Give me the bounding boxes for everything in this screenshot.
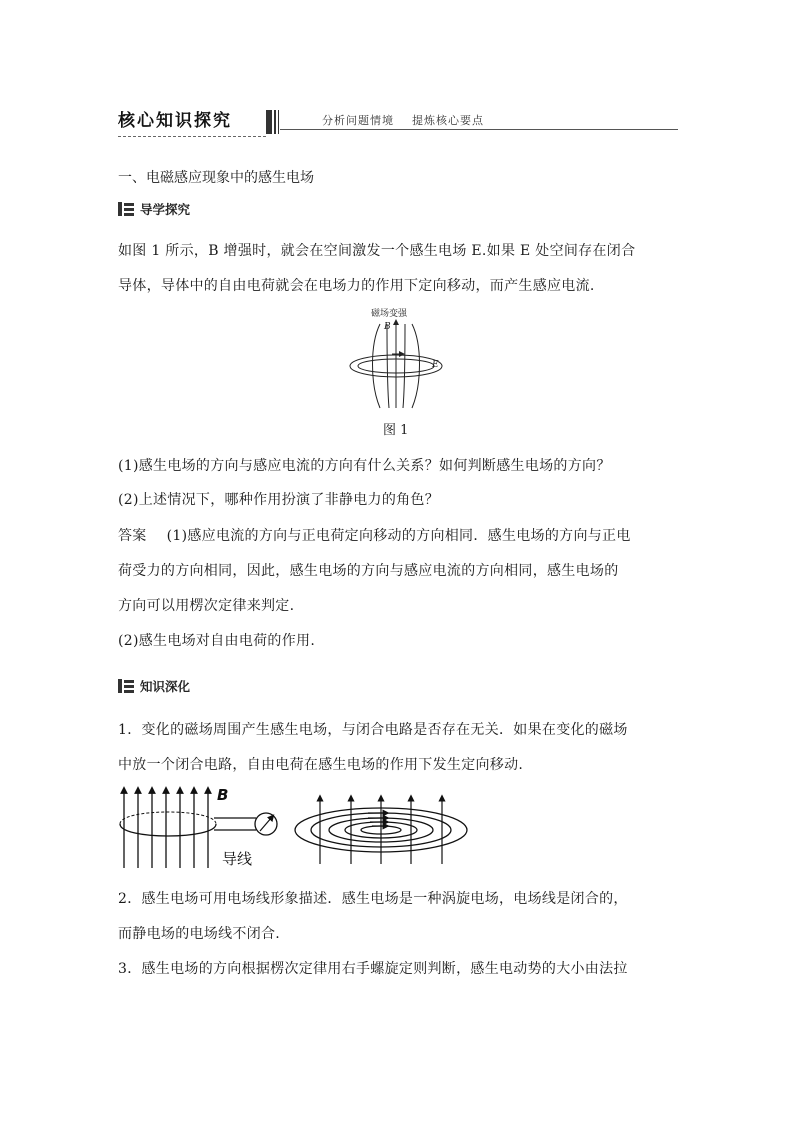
figure-1-e-label: E: [432, 360, 439, 370]
intro-line-1: 如图 1 所示，B 增强时，就会在空间激发一个感生电场 E.如果 E 处空间存在闭合: [118, 243, 636, 259]
section-banner: [118, 108, 678, 134]
loop-back: [120, 812, 216, 824]
banner-title: 核心知识探究: [118, 110, 266, 132]
point-2-line-1: 2．感生电场可用电场线形象描述．感生电场是一种涡旋电场，电场线是闭合的，: [118, 891, 628, 907]
answer-line-3: 方向可以用楞次定律来判定.: [118, 598, 295, 614]
point-3-line-1: 3．感生电场的方向根据楞次定律用右手螺旋定则判断，感生电动势的大小由法拉: [118, 961, 628, 977]
tag-guided-inquiry: [118, 200, 190, 218]
point-1-line-1: 1．变化的磁场周围产生感生电场，与闭合电路是否存在无关．如果在变化的磁场: [118, 722, 628, 738]
tag-knowledge-deepening: [118, 677, 190, 695]
tag-label: 知识深化: [140, 679, 191, 694]
banner-subtitle: 分析问题情境 提炼核心要点: [322, 114, 484, 127]
point-1-line-2: 中放一个闭合电路，自由电荷在感生电场的作用下发生定向移动.: [118, 757, 524, 773]
figure-1-title-label: 磁场变强: [371, 309, 408, 319]
answer-text-1: (1)感应电流的方向与正电荷定向移动的方向相同．感生电场的方向与正电: [166, 528, 631, 544]
section-heading: 一、电磁感应现象中的感生电场: [118, 170, 314, 186]
loop-front: [120, 824, 216, 836]
field-line: [387, 324, 389, 408]
banner-rule: [280, 129, 678, 130]
answer-line-4: (2)感生电场对自由电荷的作用.: [118, 633, 316, 649]
figure-2-b-label: B: [217, 786, 229, 804]
bars-icon: [118, 202, 134, 216]
question-2: (2)上述情况下，哪种作用扮演了非静电力的角色？: [118, 492, 440, 508]
tag-label: 导学探究: [140, 202, 191, 217]
intro-line-2: 导体，导体中的自由电荷就会在电场力的作用下定向移动，而产生感应电流.: [118, 278, 595, 294]
field-line: [412, 324, 420, 408]
field-line: [373, 324, 381, 408]
answer-line-2: 荷受力的方向相同，因此，感生电场的方向与感应电流的方向相同，感生电场的: [118, 563, 619, 579]
point-2-line-2: 而静电场的电场线不闭合.: [118, 926, 281, 942]
figure-1-induced-field: [340, 304, 450, 412]
figure-1-b-label: B: [384, 322, 391, 332]
figure-1-caption: 图 1: [383, 423, 409, 438]
answer-line-1: [118, 526, 631, 546]
question-1: (1)感生电场的方向与感应电流的方向有什么关系？如何判断感生电场的方向？: [118, 458, 611, 474]
figure-2-vortex-field: [286, 794, 476, 866]
figure-2-wire-label: 导线: [222, 850, 253, 868]
figure-2-circuit: [114, 782, 294, 872]
answer-prefix: 答案: [118, 528, 147, 544]
banner-divider-icon: [266, 110, 280, 134]
bars-icon: [118, 679, 134, 693]
field-line: [403, 324, 405, 408]
